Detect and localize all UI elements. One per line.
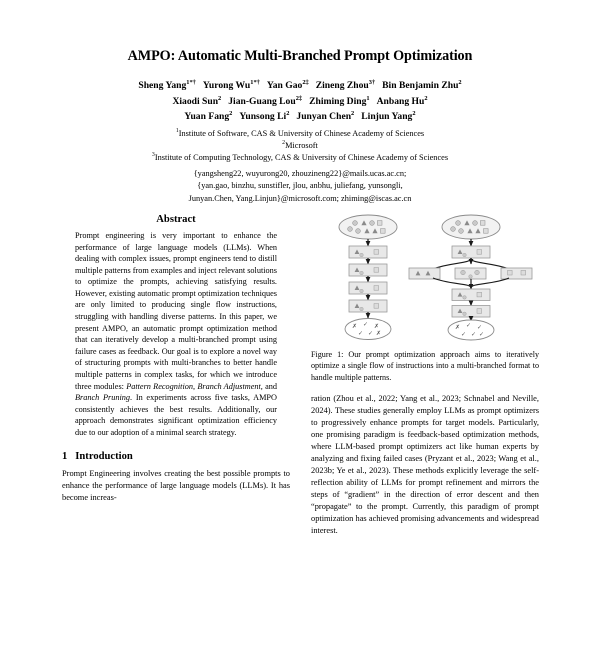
instruction-step	[349, 264, 387, 276]
author: Junyan Chen$^2$	[296, 109, 355, 123]
author: Yan Gao$^{2\ddagger}$	[266, 78, 309, 92]
abstract-part-1: Prompt engineering is very important to enhance the performance of large language models (LLMs). When dealing with complex issues, prompt engineers tend to distill multiple patterns from examples and inject relevant solutions to optimize the prompts, achieving satisfying results. However, existing automatic prompt optimization techniques are only limited to producing single flow instructions, struggling with handling diverse patterns. In this paper, we present AMPO, an automatic prompt optimization method that can iteratively develop a multi-branched prompt using failure cases as feedback. Our goal is to explore a novel way of structuring prompts with multi-branches to better handle multiple patterns in complex tasks, for which we introduce three modules:	[75, 230, 277, 391]
abstract-heading: Abstract	[156, 213, 196, 225]
author-affiliation-marker: 1	[366, 94, 370, 102]
branch-merge-right	[471, 278, 509, 288]
author-row	[62, 78, 538, 94]
email-list	[62, 168, 538, 205]
introduction-body: Prompt Engineering involves creating the best possible prompts to enhance the performance of large language models (LLMs). It has become increas-	[62, 469, 290, 503]
abstract-part-2: . In experiments across five tasks, AMPO consistently achieves the best results. Additionally, our approach demonstrates significant optimization efficiency due to our adoption of a minimal search strategy.	[75, 393, 277, 437]
instruction-step	[349, 282, 387, 294]
email-line: {yangsheng22, wuyurong20, zhouzineng22}@mails.ucas.ac.cn;	[193, 168, 407, 178]
author-affiliation-marker: 2	[424, 94, 428, 102]
figure-1	[311, 214, 539, 383]
author: Xiaodi Sun$^2$	[172, 94, 222, 107]
instruction-step	[349, 246, 387, 258]
author-affiliation-marker: 2	[351, 109, 355, 117]
single-flow-diagram	[339, 215, 397, 340]
module-name-branch-pruning: Branch Pruning	[75, 393, 131, 403]
check-mark: ✓	[466, 321, 472, 329]
page-title: AMPO: Automatic Multi-Branched Prompt Optimization	[127, 48, 473, 64]
author: Yuan Fang$^2$	[184, 109, 233, 123]
author: Yunsong Li$^2$	[239, 109, 290, 123]
abstract-body	[62, 230, 290, 438]
affiliation-list	[62, 128, 538, 164]
author-affiliation-marker: 2‡	[302, 78, 309, 86]
paper-page	[0, 48, 600, 648]
abstract-sep-1: ,	[193, 381, 198, 391]
section-title: Introduction	[75, 451, 133, 463]
instruction-step	[452, 246, 490, 258]
author-affiliation-marker: 2‡	[295, 94, 303, 102]
figure-1-diagram	[311, 214, 539, 342]
author-affiliation-marker: 3†	[368, 78, 376, 86]
author-affiliation-marker: 2	[218, 94, 222, 102]
author-row	[62, 109, 538, 125]
email-line: Junyan.Chen, Yang.Linjun}@microsoft.com; zhiming@iscas.ac.cn	[188, 193, 412, 203]
affiliation: $^1$Institute of Software, CAS & University of Chinese Academy of Sciences	[175, 127, 425, 138]
author-affiliation-marker: 2	[458, 78, 462, 86]
affiliation: $^3$Institute of Computing Technology, CAS & University of Chinese Academy of Sciences	[151, 151, 449, 162]
check-mark: ✓	[363, 320, 369, 328]
check-mark: ✓	[471, 330, 477, 338]
check-mark: ✓	[461, 330, 467, 338]
cross-mark: ✗	[455, 323, 461, 331]
author-affiliation-marker: 1*†	[186, 78, 196, 86]
section-number: 1	[62, 451, 68, 463]
abstract-sep-2: , and	[260, 381, 277, 391]
body-columns	[62, 214, 538, 537]
author: Anbang Hu$^2$	[376, 94, 428, 107]
affiliation-marker: 1	[175, 127, 179, 134]
branch-split-right	[471, 258, 509, 269]
author-affiliation-marker: 1*†	[250, 78, 260, 86]
multi-branched-diagram	[409, 215, 532, 340]
branch-split-left	[433, 258, 471, 269]
right-column	[311, 214, 539, 537]
input-pool-ellipse	[442, 215, 500, 239]
author-list	[62, 78, 538, 125]
cross-mark: ✗	[376, 329, 382, 337]
instruction-step	[452, 305, 490, 317]
branch-box-square	[501, 268, 532, 279]
check-mark: ✓	[358, 329, 364, 337]
cross-mark: ✗	[352, 322, 358, 330]
check-mark: ✓	[477, 323, 483, 331]
email-line: {yan.gao, binzhu, sunstifler, jlou, anbhu, juliefang, yunsongli,	[197, 181, 403, 191]
check-mark: ✓	[479, 330, 485, 338]
figure-caption	[311, 349, 539, 383]
author-row	[62, 94, 538, 110]
left-column	[62, 214, 290, 504]
affiliation: $^2$Microsoft	[282, 139, 318, 150]
author: Jian-Guang Lou$^{2\ddagger}$	[228, 94, 303, 107]
cross-mark: ✗	[374, 322, 380, 330]
figure-caption-text: Our prompt optimization approach aims to iteratively optimize a single flow of instructions into a multi-branched format to handle multiple patterns.	[311, 349, 539, 382]
author: Yurong $Wu^{1*\dagger}$	[202, 78, 260, 92]
author-affiliation-marker: 2	[286, 109, 290, 117]
branch-box-circle	[455, 268, 486, 279]
instruction-step	[349, 300, 387, 312]
module-name-branch-adjustment: Branch Adjustment	[197, 381, 261, 391]
affiliation-marker: 3	[151, 151, 155, 158]
author: Bin Benjamin Zhu$^2$	[382, 78, 462, 92]
author: Sheng Yang$^{1*\dagger}$	[138, 78, 196, 92]
author-affiliation-marker: 2	[229, 109, 233, 117]
author: Zineng Zhou$^{3\dagger}$	[315, 78, 376, 92]
author: Linjun Yang$^2$	[361, 109, 416, 123]
affiliation-marker: 2	[282, 139, 286, 146]
instruction-step	[452, 289, 490, 301]
section-heading-introduction	[62, 451, 290, 462]
author-affiliation-marker: 2	[412, 109, 416, 117]
check-mark: ✓	[368, 329, 374, 337]
figure-caption-label: Figure 1:	[311, 349, 344, 359]
branch-merge-left	[433, 278, 471, 288]
module-name-pattern-recognition: Pattern Recognition	[126, 381, 194, 391]
input-pool-ellipse	[339, 215, 397, 239]
author: Zhiming Ding$^1$	[309, 94, 370, 107]
right-column-body: ration (Zhou et al., 2022; Yang et al., 2023; Schnabel and Neville, 2024). These studies generally employ LLMs as prompt optimizers to progressively enhance prompts for target models. Particularly, one promising paradigm is feedback-based optimization methods, where LLM-based prompt optimizers act like human experts by analyzing and fixing failed cases (Pryzant et al., 2023; Wang et al., 2023b; Ye et al., 2023). These methods explicitly leverage the self-reflection ability of LLMs for prompt refinement and mirrors the steps of “gradient” in the direction of error descent and then “propagate” to the prompt. Currently, this paradigm of prompt optimization has achieved promising advancements and widespread interest.	[311, 393, 539, 535]
branch-box-triangle	[409, 268, 440, 279]
